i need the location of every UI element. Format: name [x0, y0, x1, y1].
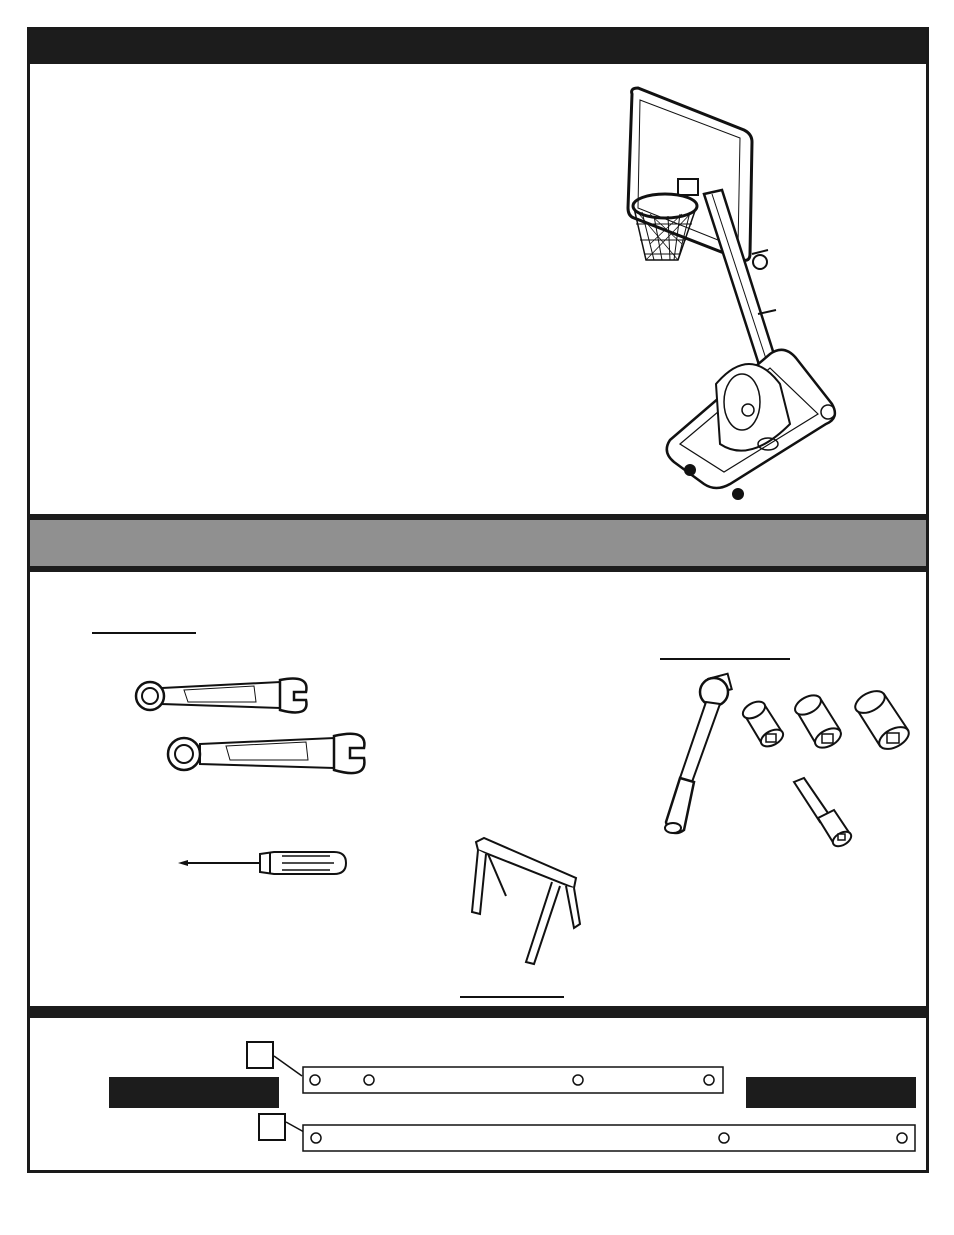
wrench-icon [166, 732, 370, 778]
part-a-leader-line [274, 1056, 304, 1078]
ratchet-icon [662, 672, 734, 836]
part-a-label-box [246, 1041, 274, 1069]
socket-icon [740, 700, 786, 748]
tools-title [30, 520, 926, 540]
basketball-system-illustration [620, 84, 850, 504]
socket-icon [852, 690, 912, 752]
screwdriver-icon [174, 848, 350, 878]
ratchet-label-line [660, 658, 790, 660]
extension-icon [790, 776, 854, 848]
intro-title [30, 30, 926, 50]
hardware-section [30, 1018, 926, 1170]
hardware-right-label [746, 1077, 916, 1108]
page-frame [27, 27, 929, 1173]
intro-section [30, 64, 926, 514]
hardware-header-bar [30, 1006, 926, 1018]
intro-header-bar [30, 30, 926, 64]
brace-bar-icon [302, 1124, 916, 1152]
brace-bar-icon [302, 1066, 724, 1094]
sawhorse-icon [466, 836, 580, 964]
sawhorses-label-line [460, 996, 564, 998]
wrench-icon [134, 678, 314, 718]
tools-header-bar [30, 514, 926, 572]
socket-icon [792, 694, 844, 750]
wrenches-label-line [92, 632, 196, 634]
part-b-label-box [258, 1113, 286, 1141]
tools-section [30, 572, 926, 1006]
hardware-left-label [109, 1077, 279, 1108]
